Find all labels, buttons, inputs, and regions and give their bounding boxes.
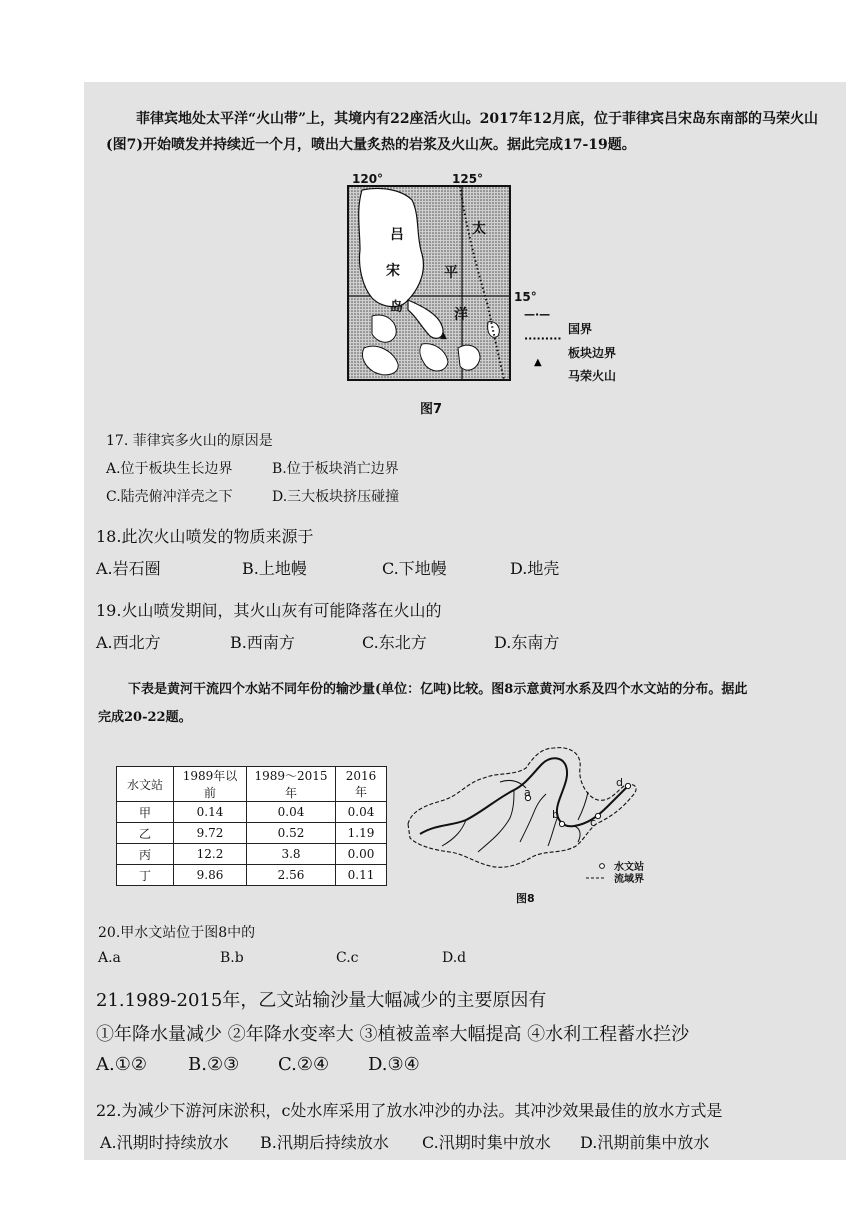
table-cell: 丁: [117, 865, 174, 886]
q17-option-b: B.位于板块消亡边界: [272, 461, 399, 477]
svg-text:▲: ▲: [534, 357, 542, 368]
sediment-table: [116, 766, 387, 886]
q18-option-c: C.下地幔: [382, 559, 447, 578]
map7-luzon-label-3: 岛: [390, 300, 404, 315]
q19-option-c: C.东北方: [362, 633, 427, 652]
q21-option-d: D.③④: [368, 1054, 420, 1075]
map8-station-b: b: [552, 808, 559, 821]
map8-legend-station: 水文站: [614, 862, 644, 873]
figure-7-caption: 图7: [420, 402, 443, 417]
table-row: [117, 802, 387, 823]
table-cell: 0.04: [336, 802, 387, 823]
map7-luzon-label-2: 宋: [386, 263, 400, 279]
map8-station-c: c: [590, 816, 597, 829]
table-header-cell: 水文站: [117, 767, 174, 802]
q22-option-c: C.汛期时集中放水: [422, 1133, 551, 1152]
table-cell: 0.52: [247, 823, 336, 844]
q19-stem: 19.火山喷发期间，其火山灰有可能降落在火山的: [96, 601, 442, 620]
table-cell: 9.86: [174, 865, 247, 886]
map7-lat-15: 15°: [514, 290, 537, 304]
q17-stem: 17. 菲律宾多火山的原因是: [106, 433, 273, 449]
table-cell: 2.56: [247, 865, 336, 886]
q18-stem: 18.此次火山喷发的物质来源于: [96, 527, 314, 546]
map8-station-d: d: [616, 776, 623, 789]
q20-option-d: D.d: [442, 950, 467, 966]
map7-pacific-label-2: 平: [444, 265, 458, 281]
q22-option-a: A.汛期时持续放水: [100, 1133, 229, 1152]
table-cell: 0.00: [336, 844, 387, 865]
table-cell: 乙: [117, 823, 174, 844]
map7-legend-volcano: 马荣火山: [568, 369, 617, 383]
table-header-cell: 2016年: [336, 767, 387, 802]
q18-option-b: B.上地幔: [242, 559, 307, 578]
q21-stem: 21.1989-2015年，乙文站输沙量大幅减少的主要原因有: [96, 990, 547, 1011]
svg-text:·········: ·········: [524, 332, 562, 345]
q17-option-c: C.陆壳俯冲洋壳之下: [106, 489, 233, 505]
q18-option-d: D.地壳: [510, 559, 560, 578]
table-cell: 丙: [117, 844, 174, 865]
table-cell: 3.8: [247, 844, 336, 865]
figure-8-caption: 图8: [516, 892, 535, 905]
q21-choices: ①年降水量减少 ②年降水变率大 ③植被盖率大幅提高 ④水利工程蓄水拦沙: [96, 1024, 690, 1045]
q22-stem: 22.为减少下游河床淤积，c处水库采用了放水冲沙的办法。其冲沙效果最佳的放水方式是: [96, 1101, 723, 1120]
table-cell: 0.04: [247, 802, 336, 823]
table-row: [117, 865, 387, 886]
q22-option-b: B.汛期后持续放水: [260, 1133, 389, 1152]
svg-text:—·—: —·—: [524, 308, 551, 321]
table-row: [117, 823, 387, 844]
exam-page: [84, 82, 846, 1160]
table-header-cell: 1989年以前: [174, 767, 247, 802]
q21-option-a: A.①②: [96, 1054, 147, 1075]
table-cell: 0.11: [336, 865, 387, 886]
intro-paragraph-2-line2: 完成20-22题。: [98, 710, 192, 725]
table-row: [117, 844, 387, 865]
q20-option-a: A.a: [98, 950, 121, 966]
table-cell: 9.72: [174, 823, 247, 844]
map7-lon-120: 120°: [352, 172, 384, 186]
table-cell: 0.14: [174, 802, 247, 823]
map7-pacific-label-1: 太: [472, 221, 486, 237]
q19-option-a: A.西北方: [96, 633, 161, 652]
intro-paragraph-2-line1: 下表是黄河干流四个水站不同年份的输沙量(单位：亿吨)比较。图8示意黄河水系及四个水文站的分布。据此: [128, 682, 748, 697]
q21-option-c: C.②④: [278, 1054, 330, 1075]
map7-lon-125: 125°: [452, 172, 484, 186]
q20-stem: 20.甲水文站位于图8中的: [98, 925, 256, 941]
table-header-row: [117, 767, 387, 802]
intro-paragraph-1-line1: 菲律宾地处太平洋“火山带”上，其境内有22座活火山。2017年12月底，位于菲律宾吕宋岛东南部的马荣火山: [136, 111, 819, 127]
table-cell: 12.2: [174, 844, 247, 865]
table-cell: 甲: [117, 802, 174, 823]
map8-legend-basin: 流域界: [614, 874, 644, 885]
map7-luzon-label-1: 吕: [390, 227, 404, 243]
table-cell: 1.19: [336, 823, 387, 844]
map7-pacific-label-3: 洋: [454, 307, 468, 323]
map7-legend-plate: 板块边界: [568, 346, 617, 360]
q17-option-d: D.三大板块挤压碰撞: [272, 489, 400, 505]
q18-option-a: A.岩石圈: [96, 559, 161, 578]
table-header-cell: 1989～2015年: [247, 767, 336, 802]
q19-option-d: D.东南方: [494, 633, 560, 652]
intro-paragraph-1-line2: (图7)开始喷发并持续近一个月，喷出大量炙热的岩浆及火山灰。据此完成17-19题。: [106, 137, 636, 153]
q17-option-a: A.位于板块生长边界: [106, 461, 233, 477]
q20-option-c: C.c: [336, 950, 359, 966]
map8-station-a: a: [524, 786, 531, 799]
q22-option-d: D.汛期前集中放水: [580, 1133, 710, 1152]
q20-option-b: B.b: [220, 950, 244, 966]
svg-text:▲: ▲: [440, 331, 447, 341]
q21-option-b: B.②③: [188, 1054, 240, 1075]
q19-option-b: B.西南方: [230, 633, 295, 652]
map7-legend-border: 国界: [568, 322, 593, 336]
